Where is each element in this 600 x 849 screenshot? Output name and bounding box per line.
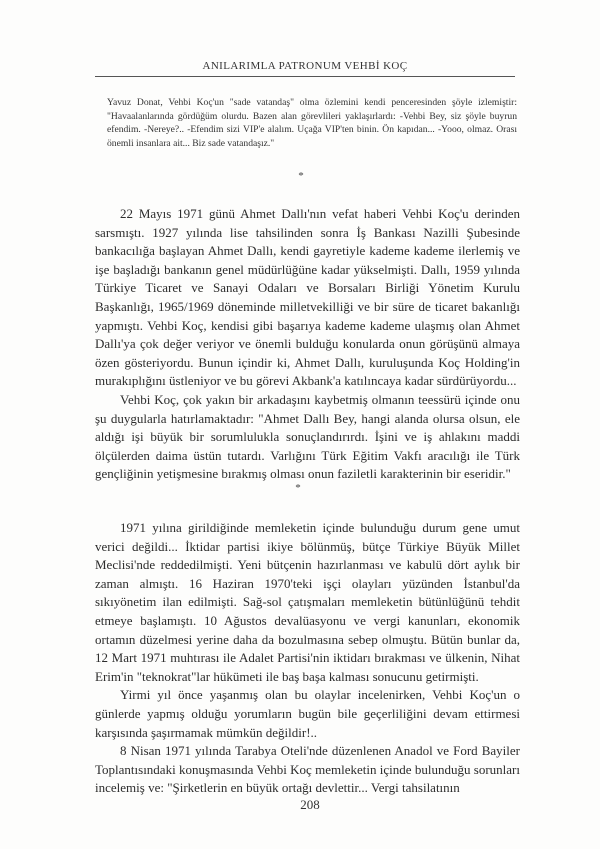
section-separator-asterisk: * xyxy=(298,170,304,182)
running-head-title: ANILARIMLA PATRONUM VEHBİ KOÇ xyxy=(202,60,408,72)
section-body-dalli xyxy=(95,205,520,484)
header-rule xyxy=(95,76,515,77)
section-separator-asterisk: * xyxy=(295,482,301,494)
paragraph: 22 Mayıs 1971 günü Ahmet Dallı'nın vefat haberi Vehbi Koç'u derinden sarsmıştı. 1927 yılında lise tahsilinden sonra İş Bankası Nazilli Şubesinde bankacılığa başlayan Ahmet Dallı, kendi gayretiyle kademe kademe ilerlemiş ve işe başladığı bankanın genel müdürlüğüne kadar yükselmişti. Dallı, 1959 yılında Türkiye Ticaret ve Sanayi Odaları ve Borsaları Birliği Yönetim Kurulu Başkanlığı, 1965/1969 döneminde milletvekilliği ve bir süre de ticaret bakanlığı yapmıştı. Vehbi Koç, kendisi gibi başarıya kademe kademe ulaşmış olan Ahmet Dallı'ya çok değer veriyor ve önemli bulduğu konularda onun görüşünü almaya özen gösteriyordu. Bunun içindir ki, Ahmet Dallı, kuruluşunda Koç Holding'in murakıplığını üstleniyor ve bu görevi Akbank'a katılıncaya kadar sürdürüyordu... xyxy=(95,206,520,389)
paragraph: 8 Nisan 1971 yılında Tarabya Oteli'nde düzenlenen Anadol ve Ford Bayiler Toplantısındaki konuşmasında Vehbi Koç memleketin içinde bulunduğu sorunları incelemiş ve: "Şirketlerin en büyük ortağı devlettir... Vergi tahsilatının xyxy=(95,743,520,796)
paragraph: Yirmi yıl önce yaşanmış olan bu olaylar incelenirken, Vehbi Koç'un o günlerde yapmış olduğu yorumların bugün bile geçerliliğini devam ettirmesi karşısında şaşırmamak mümkün değildir!.. xyxy=(95,687,520,740)
page-number: 208 xyxy=(300,797,320,812)
quote-paragraph: Yavuz Donat, Vehbi Koç'un "sade vatandaş" olma özlemini kendi penceresinden şöyle izlemiştir: "Havaalanlarında gördüğüm olurdu. Bazen alan görevlileri yaklaşırlardı: -Vehbi Bey, siz şöyle buyrun efendim. -Nereye?.. -Efendim sizi VIP'e alalım. Uçağa VIP'ten binin. Ön kapıdan... -Yooo, olmaz. Orası önemli insanlara ait... Biz sade vatandaşız." xyxy=(107,97,517,149)
quote-block xyxy=(107,96,517,150)
paragraph: Vehbi Koç, çok yakın bir arkadaşını kaybetmiş olmanın teessürü içinde onu şu duygularla hatırlamaktadır: "Ahmet Dallı Bey, hangi alanda olursa olsun, ele aldığı işi büyük bir sorumlulukla sonuçlandırırdı. İşini ve iş ahlakını maddi ölçülerden daima üstün tutardı. Varlığını Türk Eğitim Vakfı aracılığı ile Türk gençliğinin yetişmesine bırakmış olması onun faziletli karakterinin bir eseridir." xyxy=(95,391,520,482)
section-body-1971 xyxy=(95,519,520,798)
paragraph: 1971 yılına girildiğinde memleketin içinde bulunduğu durum gene umut verici değildi... İktidar partisi ikiye bölünmüş, bütçe Türkiye Büyük Millet Meclisi'nde reddedilmişti. Yeni bütçenin hazırlanması ve kabulü dört aylık bir zaman almıştı. 16 Haziran 1970'teki işçi olayları yüzünden İstanbul'da sıkıyönetim ilan edilmişti. Sağ-sol çatışmaları memleketin bütünlüğünü tehdit etmeye başlamıştı. 10 Ağustos devalüasyonu ve vergi kanunları, ekonomik ortamın düzelmesi yerine daha da bozulmasına sebep olmuştu. Bütün bunlar da, 12 Mart 1971 muhtırası ile Adalet Partisi'nin iktidarı bırakması ve ülkenin, Nihat Erim'in "teknokrat"lar hükümeti ile baş başa kalması sonucunu getirmişti. xyxy=(95,520,520,684)
